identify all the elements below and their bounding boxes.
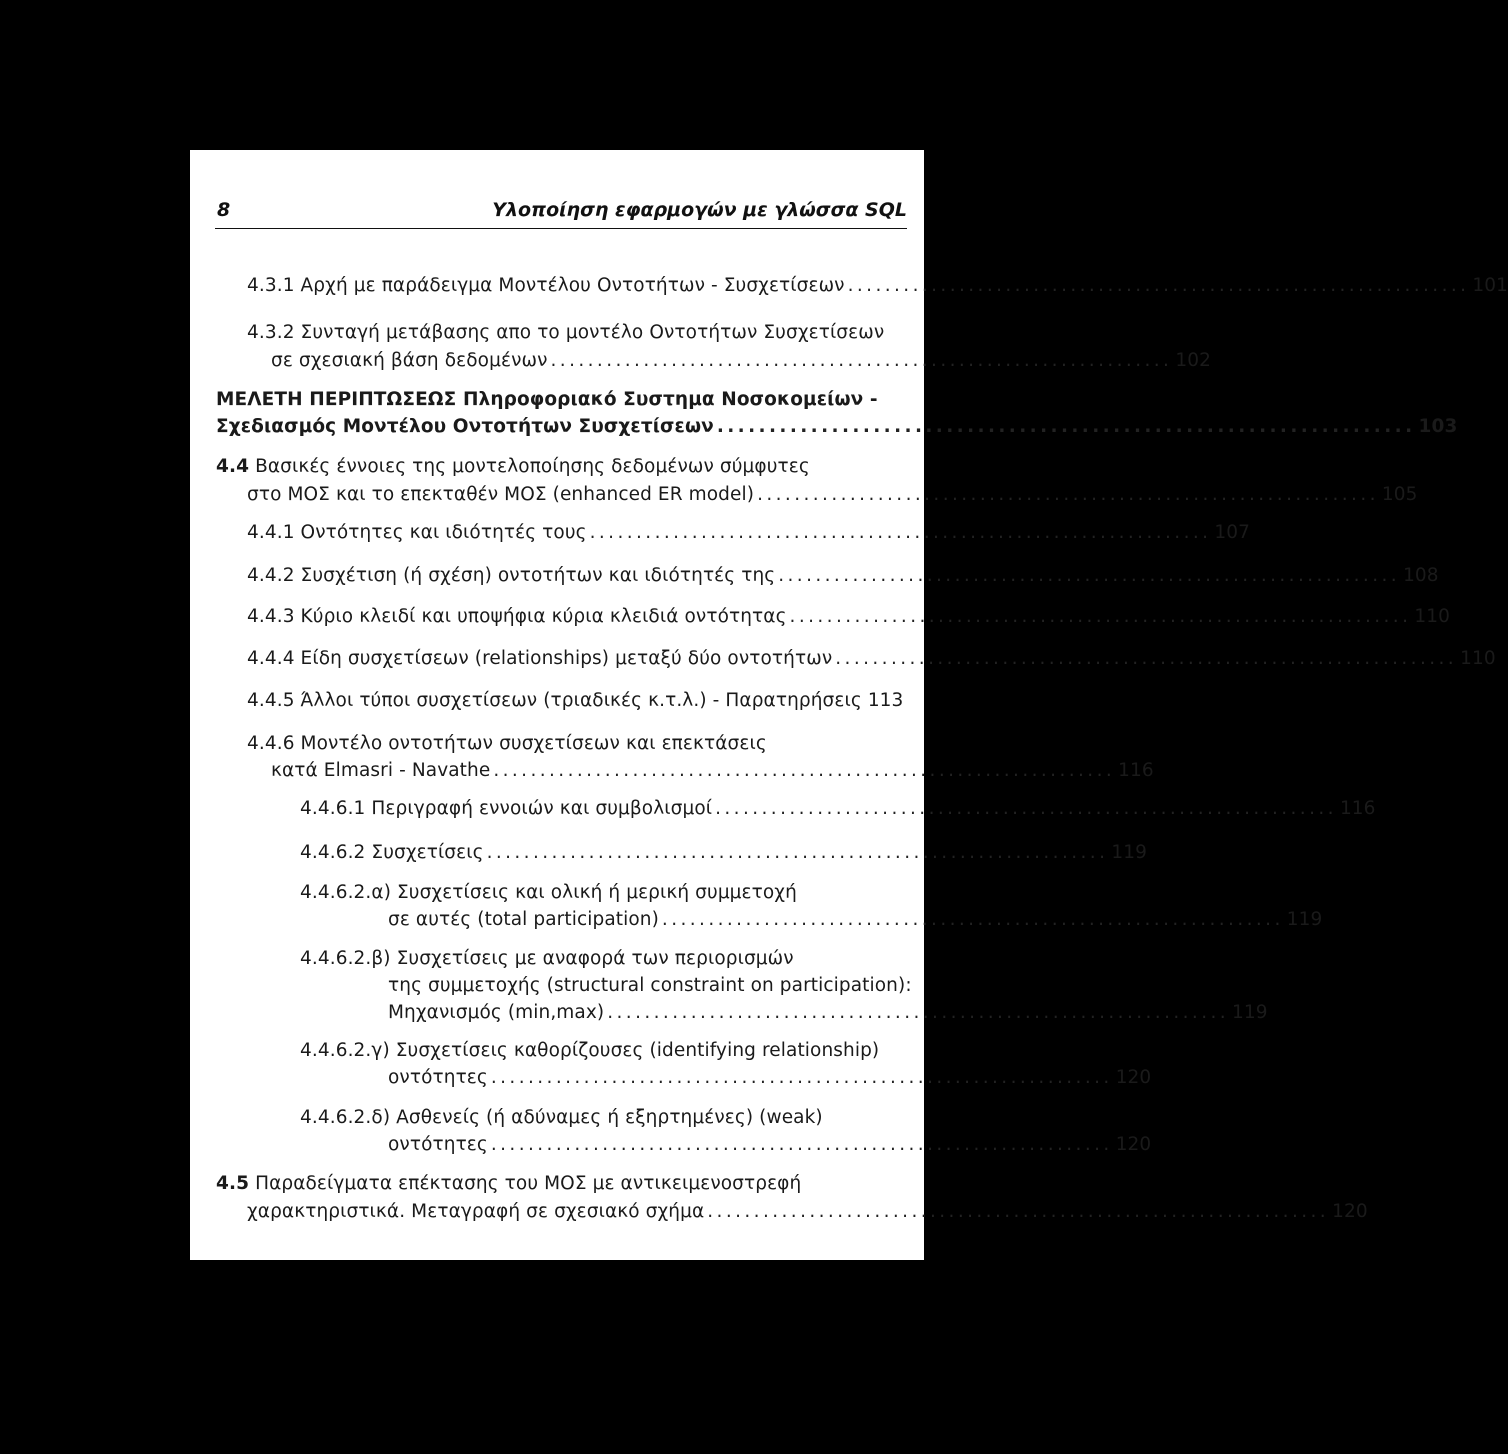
leader-dots: ................................................................... — [716, 416, 1416, 437]
toc-entry-title: 4.4.6.2.β) Συσχετίσεις με αναφορά των περιορισμών — [300, 948, 794, 969]
leader-dots: ................................................................... — [789, 606, 1412, 627]
running-title: Υλοποίηση εφαρμογών με γλώσσα SQL — [492, 199, 907, 221]
toc-page-number: 119 — [1111, 842, 1147, 863]
leader-dots: ................................................................... — [486, 842, 1109, 863]
toc-entry-title: 4.4.5 Άλλοι τύποι συσχετίσεων (τριαδικές κ.τ.λ.) - Παρατηρήσεις — [247, 690, 862, 711]
toc-page-number: 119 — [1232, 1002, 1268, 1023]
toc-entry-lead: 4.5 — [216, 1173, 250, 1194]
page-header — [215, 196, 907, 229]
leader-dots: ................................................................... — [847, 275, 1470, 296]
toc-page-number: 105 — [1381, 484, 1418, 505]
leader-dots: ................................................................... — [607, 1002, 1230, 1023]
leader-dots: ................................................................... — [550, 350, 1173, 371]
toc-entry-title: Παραδείγματα επέκτασης του ΜΟΣ με αντικειμενοστρεφή — [255, 1173, 802, 1194]
toc-page-number: 113 — [867, 690, 904, 711]
toc-page-number: 108 — [1403, 565, 1439, 586]
leader-dots: ................................................................... — [707, 1201, 1330, 1222]
toc-page-number: 116 — [1339, 798, 1376, 819]
leader-dots: ................................................................... — [778, 565, 1401, 586]
toc-entry-lead: ΜΕΛΕΤΗ ΠΕΡΙΠΤΩΣΕΩΣ — [216, 389, 457, 410]
toc-entry-title: 4.4.1 Οντότητες και ιδιότητές τους — [247, 522, 587, 543]
leader-dots: ................................................................... — [493, 760, 1116, 781]
toc-entry-title: 4.4.6.1 Περιγραφή εννοιών και συμβολισμοί — [300, 798, 713, 819]
toc-page-number: 107 — [1214, 522, 1251, 543]
toc-entry-title: 4.4.6 Μοντέλο οντοτήτων συσχετίσεων και επεκτάσεις — [247, 733, 767, 754]
toc-entry-title-cont: της συμμετοχής (structural constraint on participation): — [388, 975, 912, 996]
toc-page-number: 116 — [1118, 760, 1154, 781]
leader-dots: ................................................................... — [661, 909, 1284, 930]
toc-page-number: 119 — [1286, 909, 1323, 930]
toc-entry-title: 4.3.1 Αρχή με παράδειγμα Μοντέλου Οντοτήτων - Συσχετίσεων — [247, 275, 845, 296]
toc-entry-title: 4.4.6.2 Συσχετίσεις — [300, 842, 484, 863]
toc-page-number: 110 — [1460, 648, 1496, 669]
leader-dots: ................................................................... — [589, 522, 1212, 543]
leader-dots: ................................................................... — [757, 484, 1379, 505]
toc-entry-title: 4.4.6.2.δ) Ασθενείς (ή αδύναμες ή εξηρτημένες) (weak) — [300, 1107, 823, 1128]
toc-entry-title-cont: στο ΜΟΣ και το επεκταθέν ΜΟΣ (enhanced ER model) — [247, 484, 755, 505]
toc-page-number: 120 — [1332, 1201, 1368, 1222]
toc-entry-title: 4.4.2 Συσχέτιση (ή σχέση) οντοτήτων και ιδιότητές της — [247, 565, 776, 586]
toc-entry-title-cont: Σχεδιασμός Μοντέλου Οντοτήτων Συσχετίσεων — [216, 416, 714, 437]
leader-dots: ................................................................... — [490, 1067, 1113, 1088]
leader-dots: ................................................................... — [490, 1134, 1113, 1155]
toc-page-number: 120 — [1115, 1134, 1152, 1155]
toc-entry-title: 4.4.6.2.α) Συσχετίσεις και ολική ή μερική συμμετοχή — [300, 882, 797, 903]
toc-entry-title-cont: χαρακτηριστικά. Μεταγραφή σε σχεσιακό σχήμα — [247, 1201, 705, 1222]
toc-entry-title-cont: σε σχεσιακή βάση δεδομένων — [271, 350, 548, 371]
toc-page-number: 101 — [1472, 275, 1508, 296]
toc-entry-lead: 4.4 — [216, 456, 250, 477]
toc-entry-title: Βασικές έννοιες της μοντελοποίησης δεδομένων σύμφυτες — [255, 456, 810, 477]
toc-entry-title: 4.4.6.2.γ) Συσχετίσεις καθορίζουσες (identifying relationship) — [300, 1040, 880, 1061]
toc-entry-title: Πληροφοριακό Συστημα Νοσοκομείων - — [462, 389, 878, 410]
toc-page-number: 120 — [1115, 1067, 1152, 1088]
toc-entry-title-cont: Μηχανισμός (min,max) — [388, 1002, 605, 1023]
toc-entry-title-cont: σε αυτές (total participation) — [388, 909, 659, 930]
toc-entry-title-cont: οντότητες — [388, 1134, 488, 1155]
page-number: 8 — [217, 199, 231, 221]
toc-page-number: 102 — [1175, 350, 1211, 371]
toc-entry-title: 4.4.4 Είδη συσχετίσεων (relationships) μεταξύ δύο οντοτήτων — [247, 648, 833, 669]
leader-dots: ................................................................... — [835, 648, 1458, 669]
toc-entry-title-cont: κατά Elmasri - Navathe — [271, 760, 491, 781]
toc-page-number: 110 — [1414, 606, 1450, 627]
toc-page-number: 103 — [1418, 416, 1458, 437]
toc-entry-title-cont: οντότητες — [388, 1067, 488, 1088]
toc-entry-title: 4.4.3 Κύριο κλειδί και υποψήφια κύρια κλειδιά οντότητας — [247, 606, 787, 627]
leader-dots: ................................................................... — [715, 798, 1337, 819]
toc-entry-title: 4.3.2 Συνταγή μετάβασης απο το μοντέλο Οντοτήτων Συσχετίσεων — [247, 322, 885, 343]
